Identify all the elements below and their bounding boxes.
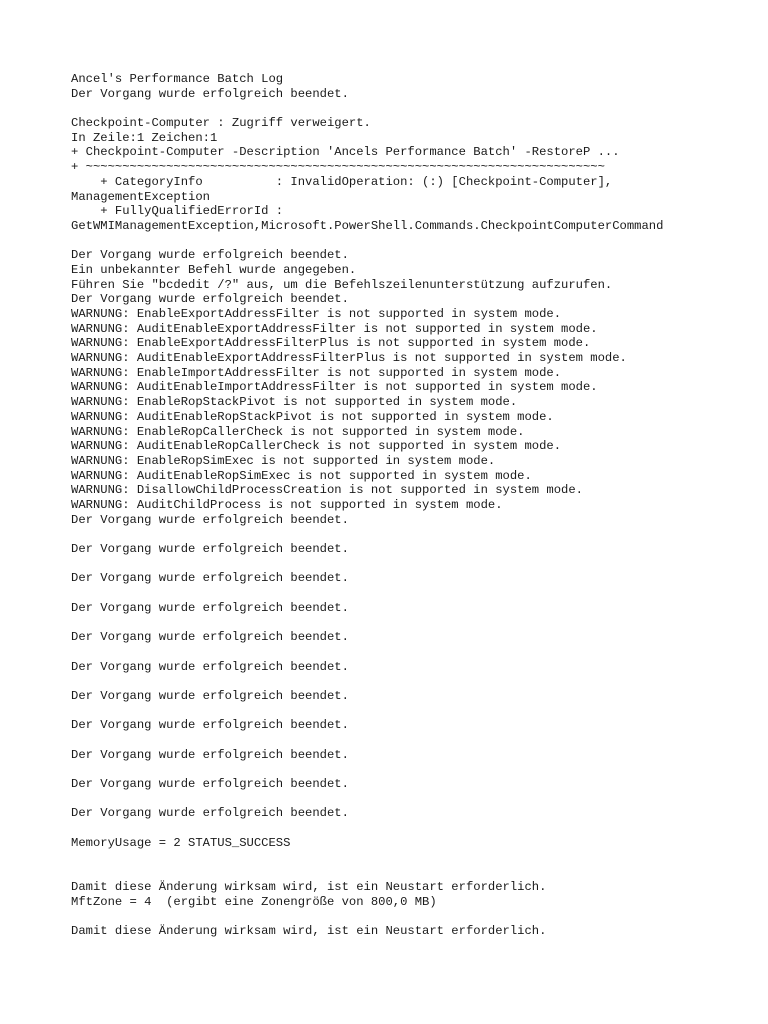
status-line: Der Vorgang wurde erfolgreich beendet. bbox=[71, 777, 349, 791]
error-line: GetWMIManagementException,Microsoft.PowerShell.Commands.CheckpointComputerCommand bbox=[71, 218, 664, 233]
error-line: + Checkpoint-Computer -Description 'Ancels Performance Batch' -RestoreP ... bbox=[71, 145, 620, 160]
warning-line: WARNUNG: EnableRopSimExec is not supported in system mode. bbox=[71, 453, 496, 468]
blank-line bbox=[71, 586, 758, 601]
blank-line bbox=[71, 234, 758, 249]
status-line: Der Vorgang wurde erfolgreich beendet. bbox=[71, 806, 349, 821]
status-line: Der Vorgang wurde erfolgreich beendet. bbox=[71, 659, 349, 674]
status-line: Der Vorgang wurde erfolgreich beendet. bbox=[71, 747, 349, 762]
bcdedit-line: Führen Sie "bcdedit /?" aus, um die Befehlszeilenunterstützung aufzurufen. bbox=[71, 277, 613, 292]
log-document bbox=[71, 72, 758, 939]
status-line: Der Vorgang wurde erfolgreich beendet. bbox=[71, 718, 349, 733]
status-line: Der Vorgang wurde erfolgreich beendet. bbox=[71, 600, 349, 615]
status-line: Der Vorgang wurde erfolgreich beendet. bbox=[71, 571, 349, 586]
error-line: Checkpoint-Computer : Zugriff verweigert. bbox=[71, 116, 371, 131]
blank-line bbox=[71, 557, 758, 572]
restart-notice-line: Damit diese Änderung wirksam wird, ist ein Neustart erforderlich. bbox=[71, 879, 547, 894]
blank-line bbox=[71, 909, 758, 924]
warning-line: WARNUNG: AuditEnableRopStackPivot is not supported in system mode. bbox=[71, 409, 554, 424]
warning-line: WARNUNG: EnableRopCallerCheck is not supported in system mode. bbox=[71, 424, 525, 439]
blank-line bbox=[71, 101, 758, 116]
warning-line: WARNUNG: AuditEnableRopSimExec is not supported in system mode. bbox=[71, 468, 532, 483]
status-line: Der Vorgang wurde erfolgreich beendet. bbox=[71, 86, 349, 101]
blank-line bbox=[71, 527, 758, 542]
blank-line bbox=[71, 645, 758, 660]
error-line: + CategoryInfo : InvalidOperation: (:) [Checkpoint-Computer], bbox=[71, 174, 613, 189]
error-line: + FullyQualifiedErrorId : bbox=[71, 204, 284, 219]
status-line: Der Vorgang wurde erfolgreich beendet. bbox=[71, 248, 349, 263]
memory-usage-line: MemoryUsage = 2 STATUS_SUCCESS bbox=[71, 835, 291, 850]
warning-line: WARNUNG: AuditEnableRopCallerCheck is not supported in system mode. bbox=[71, 439, 562, 454]
blank-line bbox=[71, 792, 758, 807]
restart-notice-line: Damit diese Änderung wirksam wird, ist ein Neustart erforderlich. bbox=[71, 923, 547, 938]
error-line: ManagementException bbox=[71, 189, 210, 204]
blank-line bbox=[71, 674, 758, 689]
status-line: Der Vorgang wurde erfolgreich beendet. bbox=[71, 512, 349, 527]
blank-line bbox=[71, 762, 758, 777]
warning-line: WARNUNG: EnableImportAddressFilter is not supported in system mode. bbox=[71, 365, 562, 380]
warning-line: WARNUNG: EnableExportAddressFilterPlus is not supported in system mode. bbox=[71, 336, 591, 351]
warning-line: WARNUNG: AuditChildProcess is not supported in system mode. bbox=[71, 497, 503, 512]
warning-line: WARNUNG: AuditEnableImportAddressFilter is not supported in system mode. bbox=[71, 380, 598, 395]
status-line: Der Vorgang wurde erfolgreich beendet. bbox=[71, 292, 349, 307]
error-line: In Zeile:1 Zeichen:1 bbox=[71, 130, 218, 145]
bcdedit-line: Ein unbekannter Befehl wurde angegeben. bbox=[71, 262, 357, 277]
mft-zone-line: MftZone = 4 (ergibt eine Zonengröße von 800,0 MB) bbox=[71, 894, 437, 909]
status-line: Der Vorgang wurde erfolgreich beendet. bbox=[71, 630, 349, 645]
warning-line: WARNUNG: AuditEnableExportAddressFilterPlus is not supported in system mode. bbox=[71, 351, 627, 366]
blank-line bbox=[71, 821, 758, 836]
warning-line: WARNUNG: AuditEnableExportAddressFilter is not supported in system mode. bbox=[71, 321, 598, 336]
log-title: Ancel's Performance Batch Log bbox=[71, 72, 284, 86]
status-line: Der Vorgang wurde erfolgreich beendet. bbox=[71, 542, 349, 556]
blank-line bbox=[71, 615, 758, 630]
warning-line: WARNUNG: EnableRopStackPivot is not supported in system mode. bbox=[71, 395, 518, 410]
warning-line: WARNUNG: EnableExportAddressFilter is not supported in system mode. bbox=[71, 307, 562, 321]
blank-line bbox=[71, 733, 758, 748]
warning-line: WARNUNG: DisallowChildProcessCreation is not supported in system mode. bbox=[71, 483, 583, 498]
blank-line bbox=[71, 850, 758, 879]
error-line: + ~~~~~~~~~~~~~~~~~~~~~~~~~~~~~~~~~~~~~~~~~~~~~~~~~~~~~~~~~~~~~~~~~~~~~~~ bbox=[71, 160, 605, 175]
status-line: Der Vorgang wurde erfolgreich beendet. bbox=[71, 688, 349, 703]
blank-line bbox=[71, 704, 758, 719]
